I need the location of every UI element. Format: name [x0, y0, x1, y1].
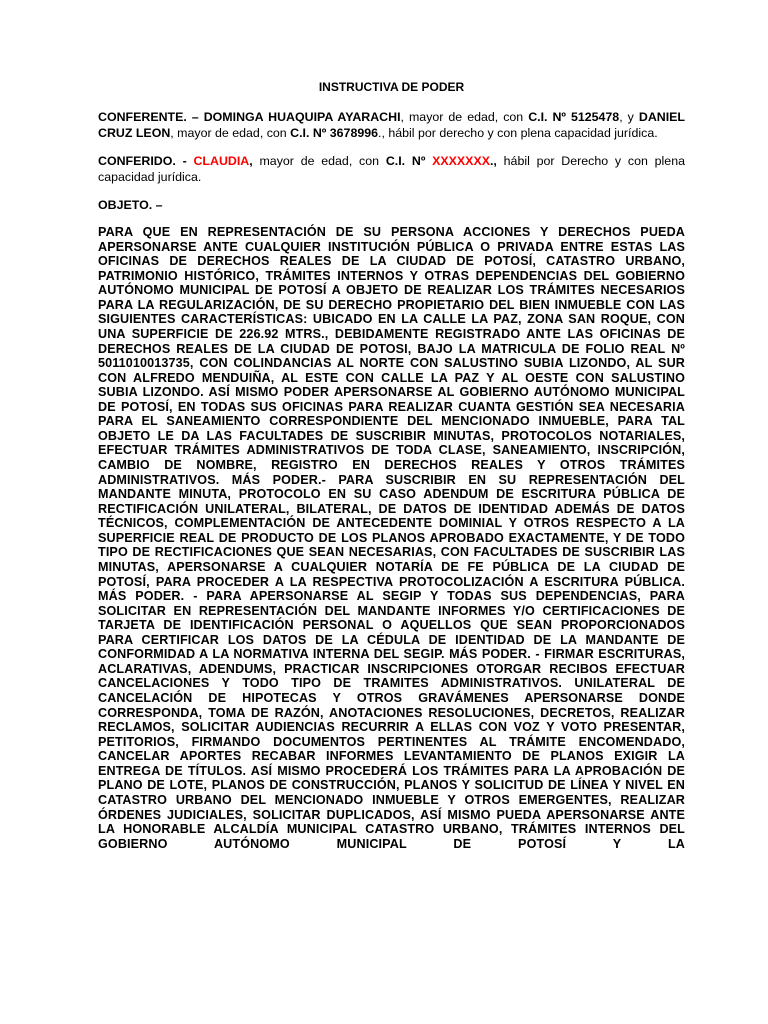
- objeto-body-text: PARA QUE EN REPRESENTACIÓN DE SU PERSONA ACCIONES Y DERECHOS PUEDA APERSONARSE ANTE CUALQUIER INSTITUCIÓN PÚBLICA O PRIVADA ENTRE ESTAS LAS OFICINAS DE DERECHOS REALES DE LA CIUDAD DE POTOSÍ, CATASTRO URBANO, PATRIMONIO HISTÓRICO, TRÁMITES INTERNOS Y OTRAS DEPENDENCIAS DEL GOBIERNO AUTÓNOMO MUNICIPAL DE POTOSÍ A OBJETO DE REALIZAR LOS TRÁMITES NECESARIOS PARA LA REGULARIZACIÓN, DE SU DERECHO PROPIETARIO DEL BIEN INMUEBLE CON LAS SIGUIENTES CARACTERÍSTICAS: UBICADO EN LA CALLE LA PAZ, ZONA SAN ROQUE, CON UNA SUPERFICIE DE 226.92 MTRS., DEBIDAMENTE REGISTRADO ANTE LAS OFICINAS DE DERECHOS REALES DE LA CIUDAD DE POTOSI, BAJO LA MATRICULA DE FOLIO REAL Nº 5011010013735, CON COLINDANCIAS AL NORTE CON SALUSTINO SUBIA LIZONDO, AL SUR CON ALFREDO MENDUIÑA, AL ESTE CON CALLE LA PAZ Y AL OESTE CON SALUSTINO SUBIA LIZONDO. ASÍ MISMO PODER APERSONARSE AL GOBIERNO AUTÓNOMO MUNICIPAL DE POTOSÍ, EN TODAS SUS OFICINAS PARA REALIZAR CUANTA GESTIÓN SEA NECESARIA PARA EL SANEAMIENTO CORRESPONDIENTE DEL MENCIONADO INMUEBLE, PARA TAL OBJETO LE DA LAS FACULTADES DE SUSCRIBIR MINUTAS, PROTOCOLOS NOTARIALES, EFECTUAR TRÁMITES ADMINISTRATIVOS DE TODA CLASE, SANEAMIENTO, INSCRIPCIÓN, CAMBIO DE NOMBRE, REGISTRO EN DERECHOS REALES Y OTROS TRÁMITES ADMINISTRATIVOS. MÁS PODER.- PARA SUSCRIBIR EN SU REPRESENTACIÓN DEL MANDANTE MINUTA, PROTOCOLO EN SU CASO ADENDUM DE ESCRITURA PÚBLICA DE RECTIFICACIÓN UNILATERAL, BILATERAL, DE DATOS DE IDENTIDAD ADEMÁS DE DATOS TÉCNICOS, COMPLEMENTACIÓN DE ANTECEDENTE DOMINIAL Y OTROS RESPECTO A LA SUPERFICIE REAL DE PRODUCTO DE LOS PLANOS APROBADO EXACTAMENTE, Y DE TODO TIPO DE RECTIFICACIONES QUE SEAN NECESARIAS, CON FACULTADES DE SUSCRIBIR LAS MINUTAS, APERSONARSE A CUALQUIER NOTARÍA DE FE PÚBLICA DE LA CIUDAD DE POTOSÍ, PARA PROCEDER A LA RESPECTIVA PROTOCOLIZACIÓN A ESCRITURA PÚBLICA. MÁS PODER. - PARA APERSONARSE AL SEGIP Y TODAS SUS DEPENDENCIAS, PARA SOLICITAR EN REPRESENTACIÓN DEL MANDANTE INFORMES Y/O CERTIFICACIONES DE TARJETA DE IDENTIFICACIÓN PERSONAL O AQUELLOS QUE SEAN PROPORCIONADOS PARA CERTIFICAR LOS DATOS DE LA CÉDULA DE IDENTIDAD DE LA MANDANTE DE CONFORMIDAD A LA NORMATIVA INTERNA DEL SEGIP. MÁS PODER. - FIRMAR ESCRITURAS, ACLARATIVAS, ADENDUMS, PRACTICAR INSCRIPCIONES OTORGAR RECIBOS EFECTUAR CANCELACIONES Y TODO TIPO DE TRAMITES ADMINISTRATIVOS. UNILATERAL DE CANCELACIÓN DE HIPOTECAS Y OTROS GRAVÁMENES APERSONARSE DONDE CORRESPONDA, TOMA DE RAZÓN, ANOTACIONES RESOLUCIONES, DECRETOS, REALIZAR RECLAMOS, SOLICITAR AUDIENCIAS RECURRIR A ELLAS CON VOZ Y VOTO PRESENTAR, PETITORIOS, FIRMANDO DOCUMENTOS PERTINENTES AL TRÁMITE ENCOMENDADO, CANCELAR APORTES RECABAR INFORMES LEVANTAMIENTO DE PLANOS EXIGIR LA ENTREGA DE TÍTULOS. ASÍ MISMO PROCEDERÁ LOS TRÁMITES PARA LA APROBACIÓN DE PLANO DE LOTE, PLANOS DE CONSTRUCCIÓN, PLANOS Y SOLICITUD DE LÍNEA Y NIVEL EN CATASTRO URBANO DEL MENCIONADO INMUEBLE Y OTROS EMERGENTES, REALIZAR ÓRDENES JUDICIALES, SOLICITAR DUPLICADOS, ASÍ MISMO PUEDA APERSONARSE ANTE LA HONORABLE ALCALDÍA MUNICIPAL CATASTRO URBANO, TRÁMITES INTERNOS DEL GOBIERNO AUTÓNOMO MUNICIPAL DE POTOSÍ Y LA: [98, 225, 685, 851]
- conferente-text-4: ., hábil por derecho y con plena capacidad jurídica.: [378, 126, 658, 140]
- objeto-label: OBJETO. –: [98, 198, 163, 212]
- conferente-name-1: DOMINGA HUAQUIPA AYARACHI: [203, 110, 401, 124]
- conferido-ci-label: C.I. Nº: [385, 154, 426, 168]
- conferido-ci-value: XXXXXXX: [432, 154, 490, 168]
- conferido-paragraph: [98, 153, 685, 185]
- conferido-name: CLAUDIA: [193, 154, 250, 168]
- conferente-name-2: DANIEL CRUZ LEON: [98, 110, 685, 140]
- conferido-comma: ,: [249, 154, 253, 168]
- conferente-ci-1: C.I. Nº 5125478: [528, 110, 620, 124]
- conferido-ci-end: .,: [489, 154, 497, 168]
- conferente-text-3: , mayor de edad, con: [170, 126, 291, 140]
- document-title: INSTRUCTIVA DE PODER: [318, 80, 465, 94]
- objeto-paragraph: [98, 197, 685, 213]
- conferido-label: CONFERIDO. -: [98, 154, 187, 168]
- conferente-ci-2: C.I. Nº 3678996: [290, 126, 379, 140]
- conferente-label: CONFERENTE. –: [98, 110, 199, 124]
- conferente-paragraph: [98, 109, 685, 141]
- conferido-text-1: mayor de edad, con: [252, 154, 386, 168]
- conferido-text-2: hábil por Derecho y con plena capacidad jurídica.: [98, 154, 685, 184]
- conferente-text-1: , mayor de edad, con: [400, 110, 529, 124]
- conferente-text-2: , y: [619, 110, 634, 124]
